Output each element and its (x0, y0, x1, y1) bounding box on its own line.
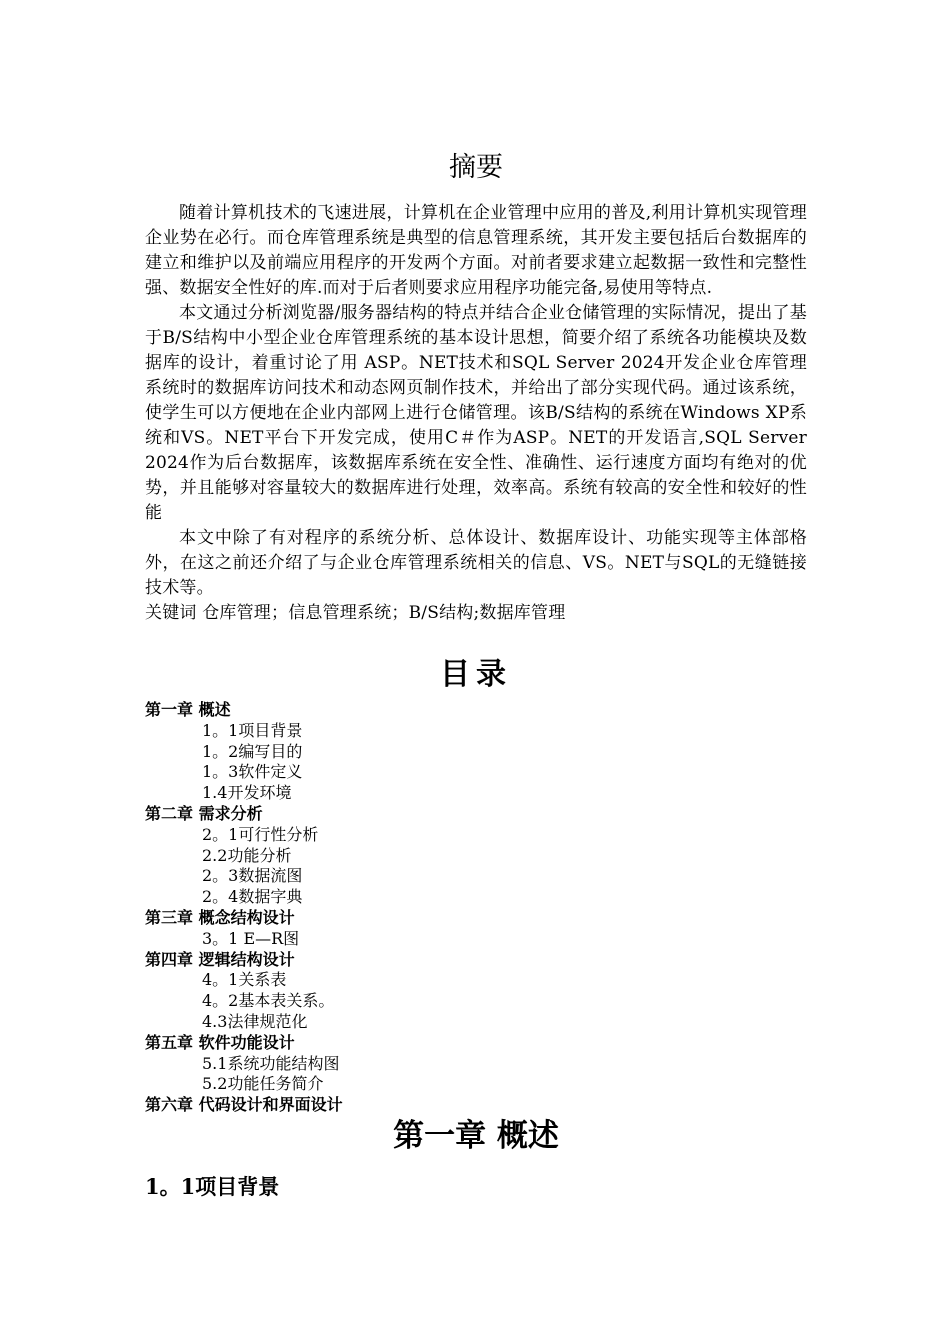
toc-section-entry: 5.1系统功能结构图 (202, 1053, 340, 1073)
toc-section-entry: 1。3软件定义 (202, 762, 303, 782)
toc-section-entry: 5.2功能任务简介 (202, 1074, 324, 1094)
toc-section-entry: 2.2功能分析 (202, 845, 292, 865)
toc-chapter-entry: 第五章 软件功能设计 (145, 1032, 295, 1052)
keywords-line: 关键词 仓库管理；信息管理系统；B/S结构;数据库管理 (145, 603, 566, 623)
toc-section-entry: 2。3数据流图 (202, 866, 303, 886)
table-of-contents (145, 700, 807, 1116)
toc-title: 目录 (440, 657, 512, 692)
abstract-title: 摘要 (449, 152, 503, 183)
toc-section-entry: 2。1可行性分析 (202, 824, 319, 844)
toc-section-entry: 2。4数据字典 (202, 887, 303, 907)
abstract-paragraph: 随着计算机技术的飞速进展，计算机在企业管理中应用的普及,利用计算机实现管理企业势在必行。而仓库管理系统是典型的信息管理系统，其开发主要包括后台数据库的建立和维护以及前端应用程序的开发两个方面。对前者要求建立起数据一致性和完整性强、数据安全性好的库.而对于后者则要求应用程序功能完备,易使用等特点. (145, 203, 807, 298)
toc-chapter-entry: 第六章 代码设计和界面设计 (145, 1095, 343, 1115)
abstract-paragraph: 本文通过分析浏览器/服务器结构的特点并结合企业仓储管理的实际情况，提出了基于B/S结构中小型企业仓库管理系统的基本设计思想，简要介绍了系统各功能模块及数据库的设计，着重讨论了用 ASP。NET技术和SQL Server 2024开发企业仓库管理系统时的数据库访问技术和动态网页制作技术，并给出了部分实现代码。通过该系统，使学生可以方便地在企业内部网上进行仓储管理。该B/S结构的系统在Windows XP系统和VS。NET平台下开发完成，使用C＃作为ASP。NET的开发语言,SQL Server 2024作为后台数据库，该数据库系统在安全性、准确性、运行速度方面均有绝对的优势，并且能够对容量较大的数据库进行处理，效率高。系统有较高的安全性和较好的性能 (145, 303, 807, 523)
abstract-body (145, 201, 807, 626)
chapter-title: 第一章 概述 (393, 1118, 559, 1154)
toc-section-entry: 4.3法律规范化 (202, 1011, 308, 1031)
toc-chapter-entry: 第三章 概念结构设计 (145, 907, 295, 927)
toc-section-entry: 3。1 E—R图 (202, 928, 300, 948)
toc-chapter-entry: 第二章 需求分析 (145, 803, 263, 823)
toc-chapter-entry: 第四章 逻辑结构设计 (145, 949, 295, 969)
toc-section-entry: 1。2编写目的 (202, 741, 303, 761)
toc-section-entry: 4。1关系表 (202, 970, 287, 990)
toc-section-entry: 1.4开发环境 (202, 783, 292, 803)
section-title: 1。1项目背景 (145, 1174, 280, 1199)
toc-section-entry: 4。2基本表关系。 (202, 991, 335, 1011)
abstract-paragraph: 本文中除了有对程序的系统分析、总体设计、数据库设计、功能实现等主体部格外，在这之前还介绍了与企业仓库管理系统相关的信息、VS。NET与SQL的无缝链接技术等。 (145, 528, 807, 598)
toc-chapter-entry: 第一章 概述 (145, 700, 231, 719)
toc-section-entry: 1。1项目背景 (202, 720, 303, 740)
